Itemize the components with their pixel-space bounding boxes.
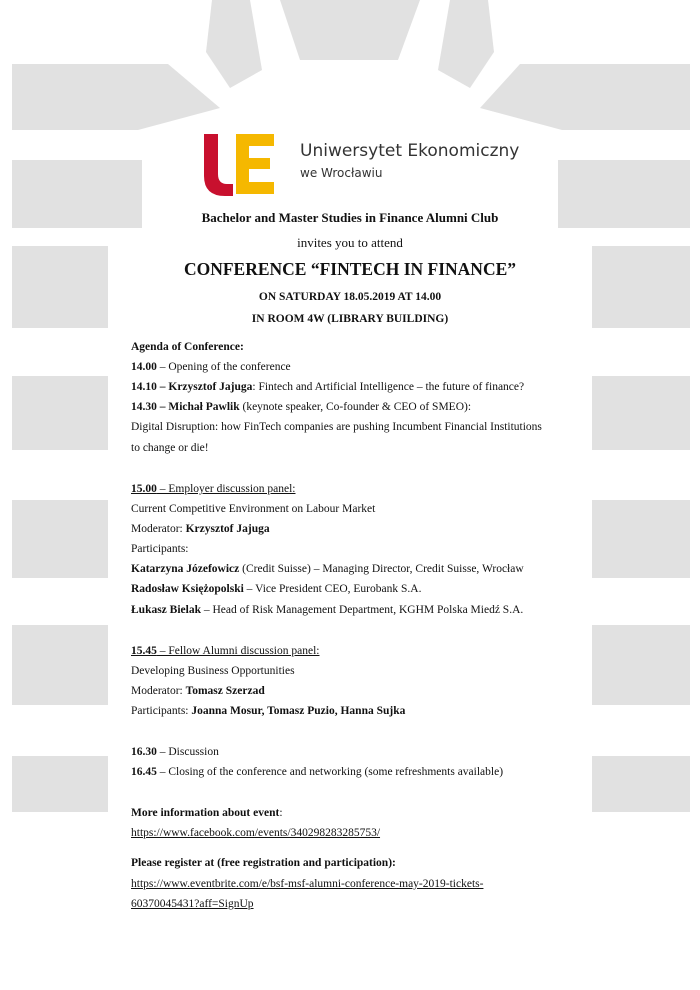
conference-title: CONFERENCE “FINTECH IN FINANCE” <box>183 259 517 279</box>
moderator-label: Moderator: <box>131 523 186 535</box>
participant-role: (Credit Suisse) – Managing Director, Credit Suisse, Wrocław <box>239 563 524 575</box>
participant <box>131 583 421 595</box>
agenda-time: 14.10 – Krzysztof Jajuga <box>131 381 253 393</box>
participants-names: Joanna Mosur, Tomasz Puzio, Hanna Sujka <box>191 705 406 717</box>
panel-participants <box>131 705 405 717</box>
agenda-time: 14.00 <box>131 361 157 373</box>
facebook-event-link[interactable]: https://www.facebook.com/events/340298283285753/ <box>131 827 381 839</box>
agenda-time: 14.30 – Michał Pawlik <box>131 401 240 413</box>
participant <box>131 563 524 575</box>
club-name: Bachelor and Master Studies in Finance Alumni Club <box>201 210 499 225</box>
agenda-text: – Opening of the conference <box>156 361 291 373</box>
participant-name: Katarzyna Józefowicz <box>131 563 240 575</box>
conference-date: ON SATURDAY 18.05.2019 AT 14.00 <box>258 291 442 303</box>
agenda-heading: Agenda of Conference: <box>131 341 244 353</box>
panel-moderator <box>131 523 270 535</box>
agenda-item <box>131 361 291 373</box>
agenda-item <box>131 766 503 778</box>
panel-heading <box>131 645 319 657</box>
agenda-text: – Discussion <box>156 746 219 758</box>
panel-title: – Fellow Alumni discussion panel: <box>156 645 320 657</box>
panel-time: 15.45 <box>131 645 157 657</box>
agenda-text: Digital Disruption: how FinTech companies are pushing Incumbent Financial Institutions <box>131 421 542 433</box>
agenda-text: (keynote speaker, Co-founder & CEO of SMEO): <box>239 401 472 413</box>
invite-text: invites you to attend <box>297 235 403 250</box>
panel-topic: Current Competitive Environment on Labour Market <box>131 503 376 515</box>
agenda-item <box>131 381 524 393</box>
participant <box>131 604 523 616</box>
agenda-text: – Closing of the conference and networking (some refreshments available) <box>156 766 504 778</box>
university-city: we Wrocławiu <box>300 166 383 180</box>
university-logo-mark <box>200 130 280 200</box>
eventbrite-link-part2[interactable]: 60370045431?aff=SignUp <box>131 898 254 910</box>
participant-role: – Head of Risk Management Department, KGHM Polska Miedź S.A. <box>200 604 524 616</box>
conference-room: IN ROOM 4W (LIBRARY BUILDING) <box>251 313 449 325</box>
moderator-name: Tomasz Szerzad <box>185 685 265 697</box>
moderator-name: Krzysztof Jajuga <box>185 523 270 535</box>
moderator-label: Moderator: <box>131 685 186 697</box>
agenda-item <box>131 746 219 758</box>
register-heading: Please register at (free registration and participation): <box>131 857 396 869</box>
panel-time: 15.00 <box>131 483 157 495</box>
agenda-text: : Fintech and Artificial Intelligence – the future of finance? <box>252 381 525 393</box>
panel-moderator <box>131 685 265 697</box>
panel-heading <box>131 483 296 495</box>
participant-name: Radosław Księżopolski <box>131 583 244 595</box>
participants-label: Participants: <box>131 543 189 555</box>
eventbrite-link-part1[interactable]: https://www.eventbrite.com/e/bsf-msf-alumni-conference-may-2019-tickets- <box>131 878 484 890</box>
panel-topic: Developing Business Opportunities <box>131 665 295 677</box>
participant-role: – Vice President CEO, Eurobank S.A. <box>243 583 422 595</box>
agenda-item <box>131 401 471 413</box>
agenda-time: 16.45 <box>131 766 157 778</box>
more-info-colon: : <box>279 807 283 819</box>
agenda-text: to change or die! <box>131 442 209 454</box>
agenda-time: 16.30 <box>131 746 157 758</box>
more-info-heading <box>131 807 283 819</box>
participant-name: Łukasz Bielak <box>131 604 201 616</box>
participants-label: Participants: <box>131 705 192 717</box>
university-name: Uniwersytet Ekonomiczny <box>300 141 520 161</box>
more-info-label: More information about event <box>131 807 280 819</box>
panel-title: – Employer discussion panel: <box>156 483 296 495</box>
